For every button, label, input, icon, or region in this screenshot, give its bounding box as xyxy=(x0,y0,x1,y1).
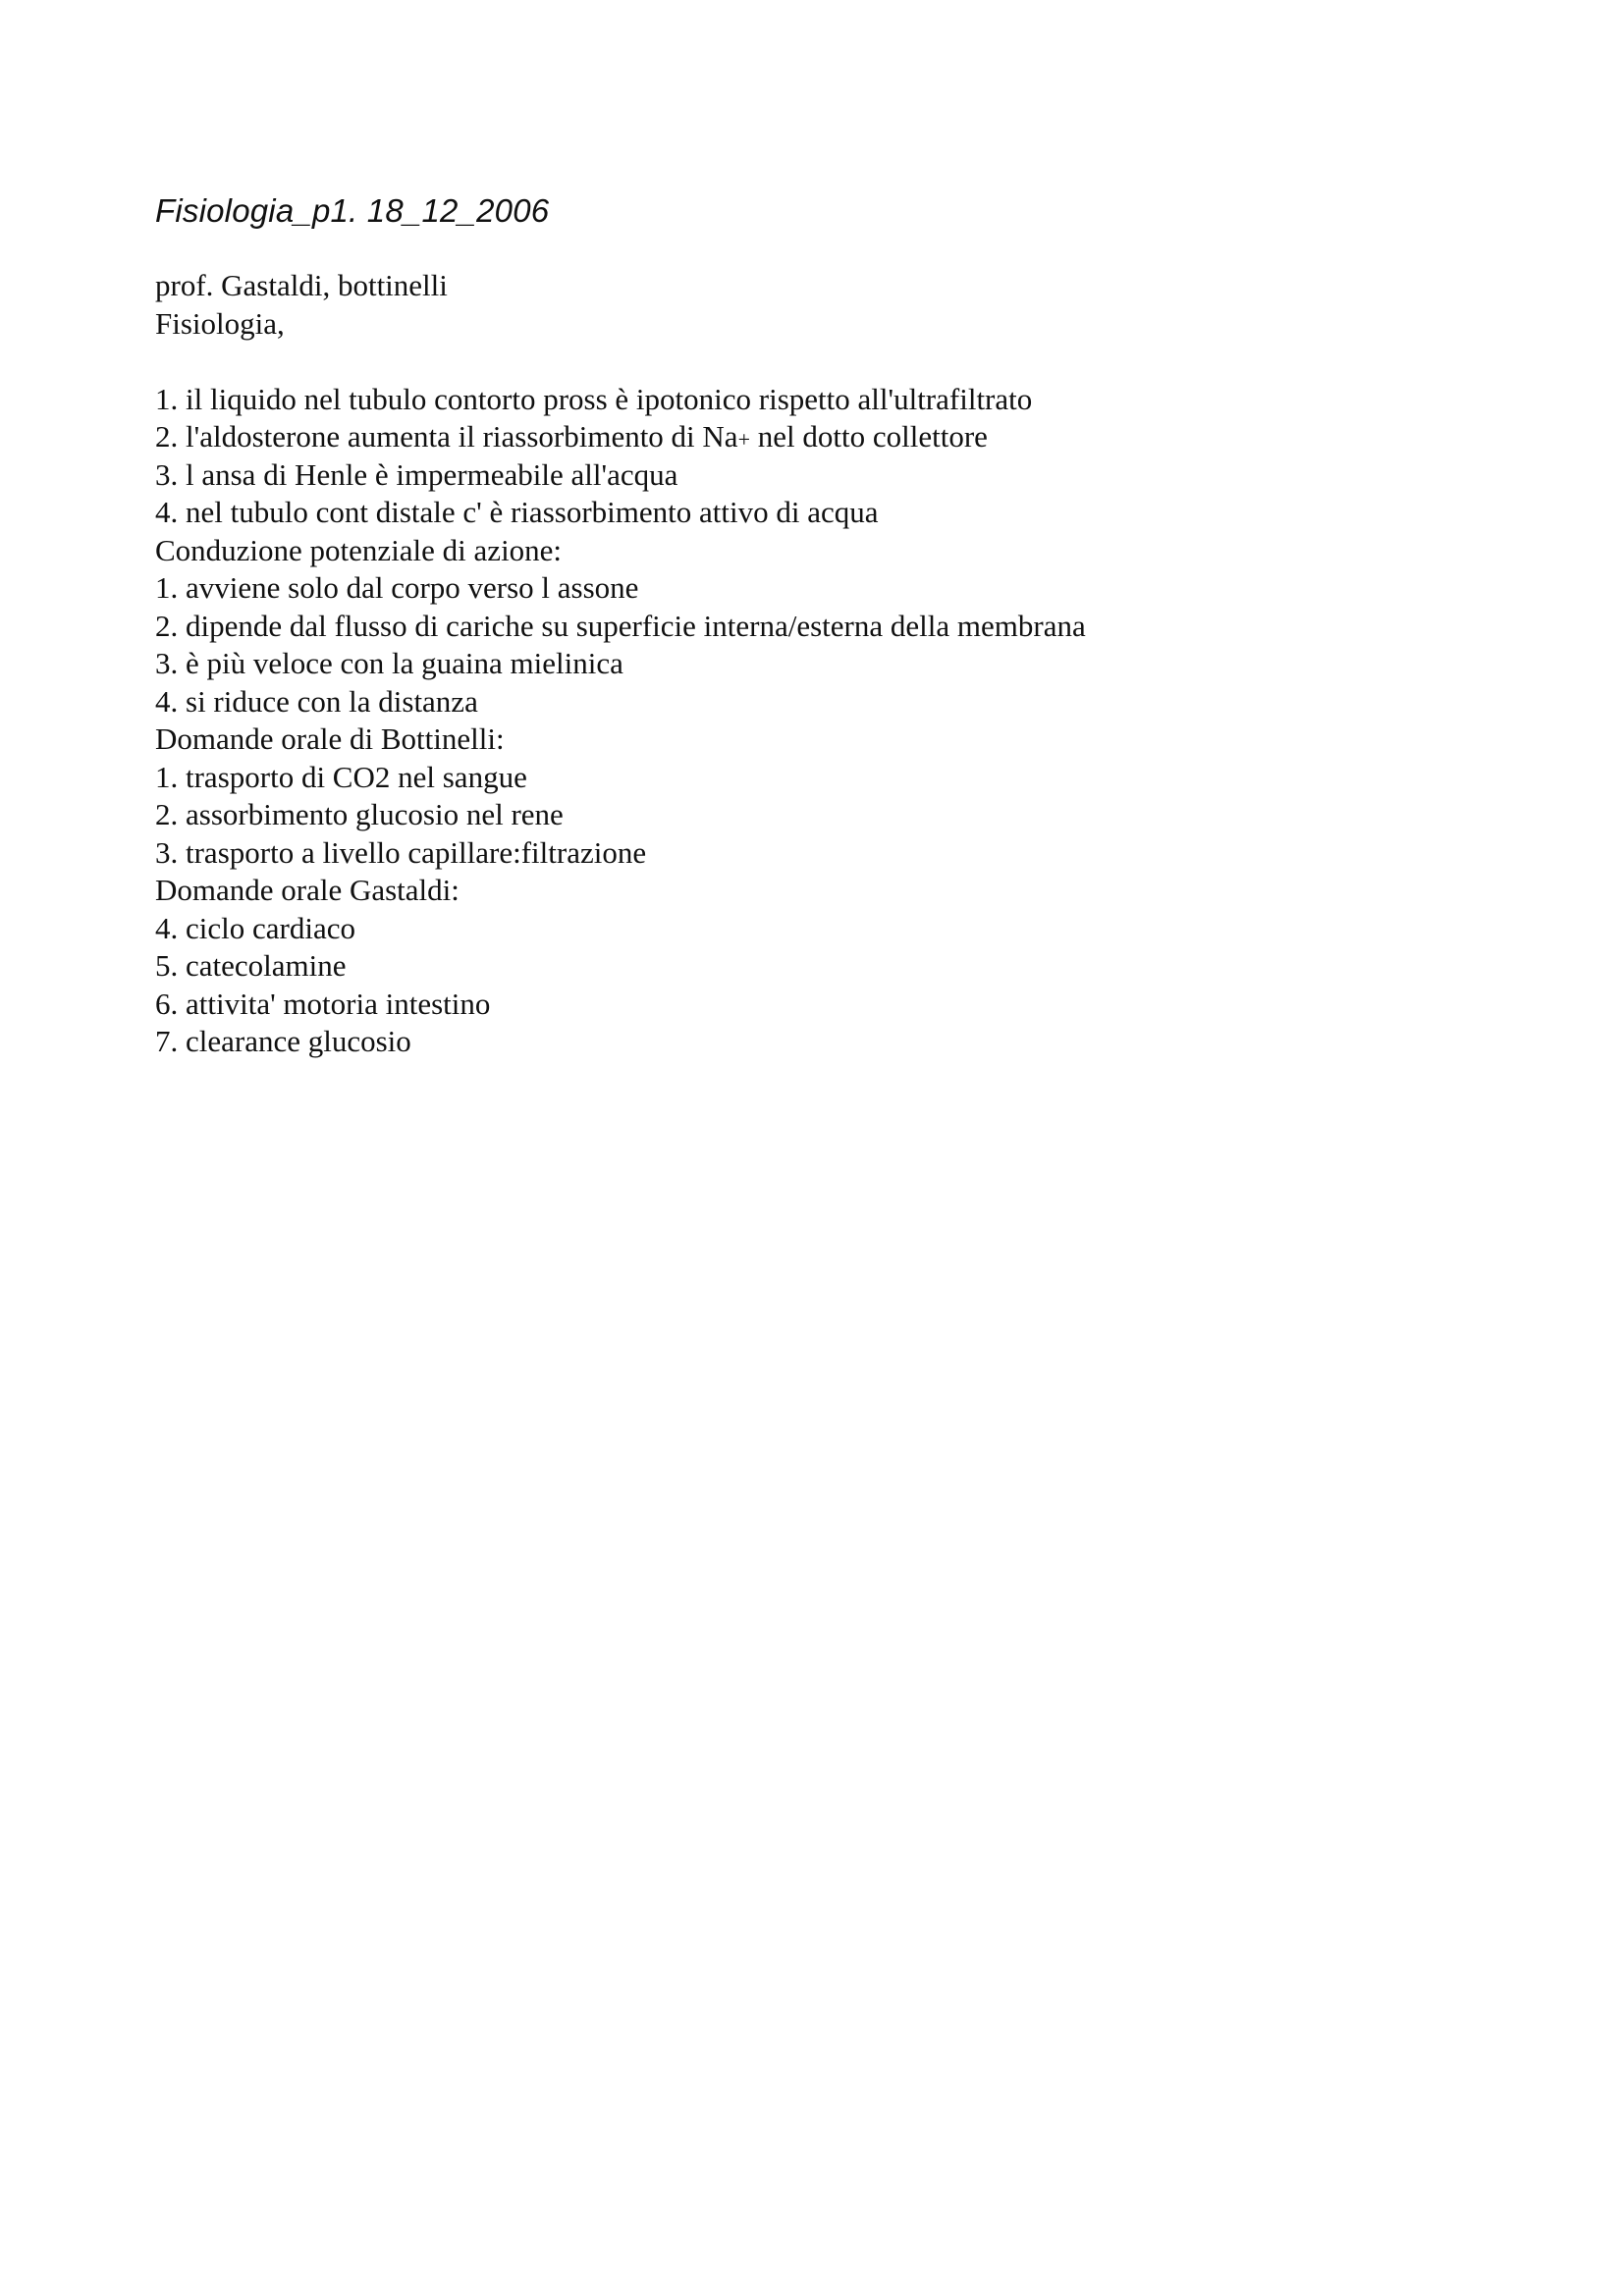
question-1-item-3: 3. l ansa di Henle è impermeabile all'acqua xyxy=(155,456,678,492)
question-2-item-4: 4. si riduce con la distanza xyxy=(155,683,478,719)
question-2-item-1: 1. avviene solo dal corpo verso l assone xyxy=(155,570,639,605)
oral-question-7: 7. clearance glucosio xyxy=(155,1024,411,1058)
oral-question-2: 2. assorbimento glucosio nel rene xyxy=(155,797,564,831)
document-title: Fisiologia_p1. 18_12_2006 xyxy=(155,192,550,229)
plus-sign: + xyxy=(737,427,750,452)
blank-line xyxy=(155,343,1086,381)
item-text: 2. l'aldosterone aumenta il riassorbimento di Na xyxy=(155,419,738,454)
section-heading-gastaldi: Domande orale Gastaldi: xyxy=(155,873,460,907)
professors-line: prof. Gastaldi, bottinelli xyxy=(155,268,448,302)
oral-question-6: 6. attivita' motoria intestino xyxy=(155,986,491,1021)
subject-line: Fisiologia, xyxy=(155,305,285,341)
oral-question-4: 4. ciclo cardiaco xyxy=(155,910,355,945)
question-1-item-2 xyxy=(155,418,1086,456)
question-2-item-2: 2. dipende dal flusso di cariche su superficie interna/esterna della membrana xyxy=(155,608,1086,643)
item-text-end: nel dotto collettore xyxy=(750,419,988,454)
question-1-item-4: 4. nel tubulo cont distale c' è riassorbimento attivo di acqua xyxy=(155,495,879,529)
oral-question-3: 3. trasporto a livello capillare:filtrazione xyxy=(155,834,647,870)
question-2-item-3: 3. è più veloce con la guaina mielinica xyxy=(155,646,623,680)
section-heading-conduzione: Conduzione potenziale di azione: xyxy=(155,532,563,567)
oral-question-5: 5. catecolamine xyxy=(155,948,347,983)
question-1-item-1: 1. il liquido nel tubulo contorto pross è ipotonico rispetto all'ultrafiltrato xyxy=(155,381,1033,416)
document-body xyxy=(155,267,1086,1061)
section-heading-bottinelli: Domande orale di Bottinelli: xyxy=(155,721,505,756)
oral-question-1: 1. trasporto di CO2 nel sangue xyxy=(155,759,527,794)
